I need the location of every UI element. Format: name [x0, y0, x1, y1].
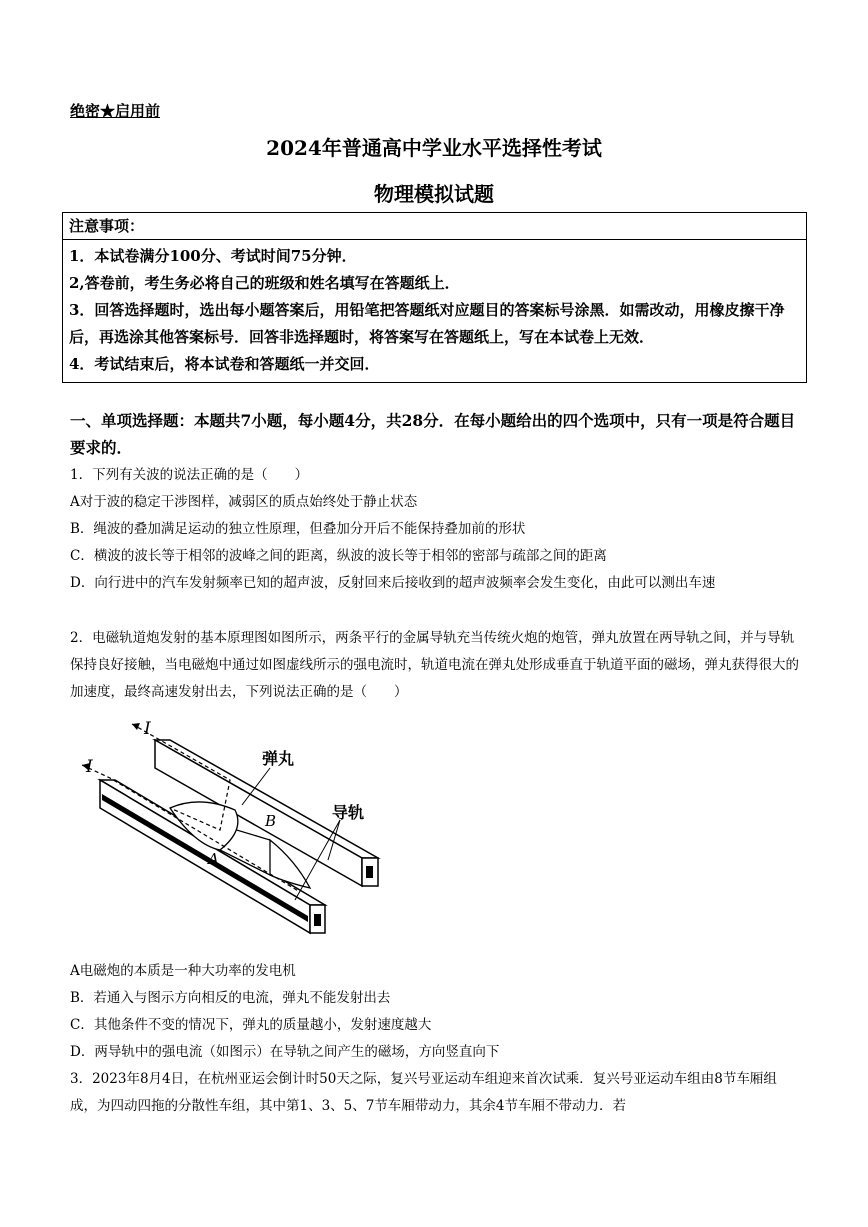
back-rail-end: [366, 866, 373, 878]
exam-subtitle: 物理模拟试题: [374, 182, 494, 206]
question-2: [70, 625, 802, 706]
notice-item: 1．本试卷满分100分、考试时间75分钟．: [69, 247, 357, 265]
option-d: D．两导轨中的强电流（如图示）在导轨之间产生的磁场，方向竖直向下: [70, 1044, 500, 1060]
option-c: C．其他条件不变的情况下，弹丸的质量越小，发射速度越大: [70, 1017, 432, 1033]
label-current-top: I: [144, 719, 151, 739]
question-stem: 2．电磁轨道炮发射的基本原理图如图所示，两条平行的金属导轨充当传统火炮的炮管，弹丸放置在两导轨之间，并与导轨保持良好接触，当电磁炮中通过如图虚线所示的强电流时，轨道电流在弹丸处形成垂直于轨道平面的磁场，弹丸获得很大的加速度，最终高速发射出去，下列说法正确的是（ ）: [70, 630, 799, 700]
notice-item: 4．考试结束后，将本试卷和答题纸一并交回．: [69, 355, 380, 373]
confidential-label: 绝密★启用前: [70, 102, 161, 120]
notice-body: [63, 240, 806, 382]
label-projectile: 弹丸: [262, 749, 295, 768]
notice-item: 2,答卷前，考生务必将自己的班级和姓名填写在答题纸上．: [69, 274, 460, 292]
option-d: D．向行进中的汽车发射频率已知的超声波，反射回来后接收到的超声波频率会发生变化，由此可以测出车速: [70, 575, 716, 591]
question-1: [70, 462, 802, 597]
label-point-b: B: [265, 812, 277, 830]
section-heading: 一、单项选择题：本题共7小题，每小题4分，共28分．在每小题给出的四个选项中，只有一项是符合题目要求的．: [70, 411, 796, 457]
notice-item: 3．回答选择题时，选出每小题答案后，用铅笔把答题纸对应题目的答案标号涂黑．如需改动，用橡皮擦干净后，再选涂其他答案标号．回答非选择题时，将答案写在答题纸上，写在本试卷上无效．: [69, 301, 785, 346]
option-c: C．横波的波长等于相邻的波峰之间的距离，纵波的波长等于相邻的密部与疏部之间的距离: [70, 548, 607, 564]
front-rail-end: [314, 914, 321, 926]
label-point-a: A: [208, 850, 219, 868]
option-b: B．绳波的叠加满足运动的独立性原理，但叠加分开后不能保持叠加前的形状: [70, 521, 526, 537]
question-2-options: [70, 958, 802, 1066]
label-rail: 导轨: [332, 803, 365, 822]
question-3: [70, 1066, 802, 1120]
option-a: A对于波的稳定干涉图样，减弱区的质点始终处于静止状态: [70, 494, 418, 510]
label-current-left: I: [86, 757, 93, 777]
option-a: A电磁炮的本质是一种大功率的发电机: [70, 963, 296, 979]
option-b: B．若通入与图示方向相反的电流，弹丸不能发射出去: [70, 990, 391, 1006]
exam-title: 2024年普通高中学业水平选择性考试: [266, 136, 602, 160]
question-stem: 3．2023年8月4日，在杭州亚运会倒计时50天之际，复兴号亚运动车组迎来首次试乘．复兴号亚运动车组由8节车厢组成，为四动四拖的分散性车组，其中第1、3、5、7节车厢带动力，其余4节车厢不带动力．若: [70, 1071, 777, 1114]
notice-box: [62, 212, 807, 383]
question-stem: 1．下列有关波的说法正确的是（ ）: [70, 467, 309, 483]
railgun-diagram: [70, 710, 410, 960]
notice-heading: 注意事项：: [63, 213, 806, 240]
arrow-icon: [132, 723, 140, 730]
